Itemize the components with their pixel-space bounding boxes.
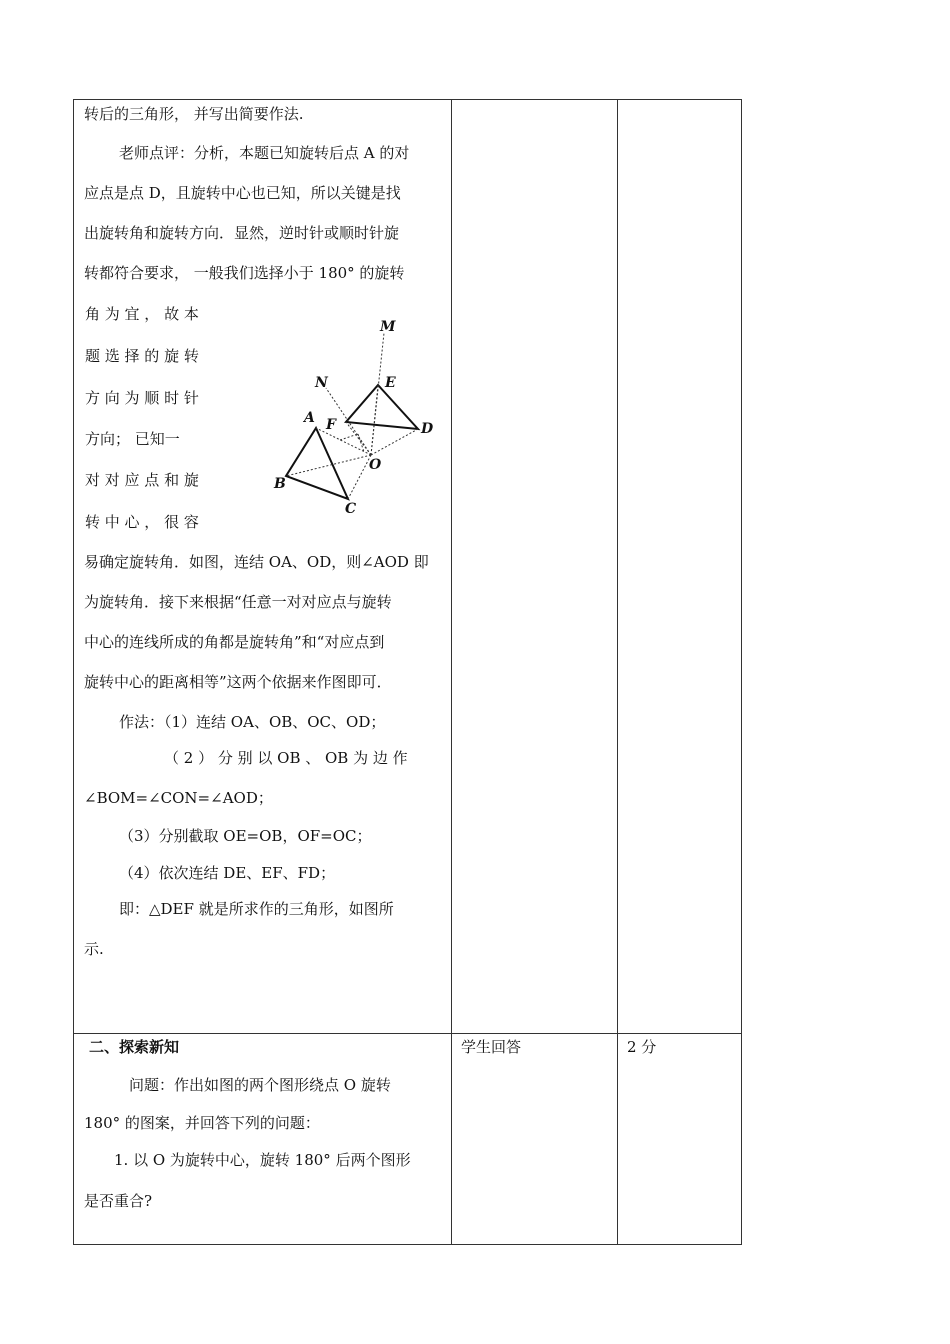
- rotation-figure: [268, 312, 453, 522]
- result-line: 示.: [84, 940, 104, 958]
- triangle-def: [346, 385, 418, 429]
- method-step: 作法：（1）连结 OA、OB、OC、OD；: [119, 713, 386, 731]
- question-line: 1. 以 O 为旋转中心，旋转 180° 后两个图形: [114, 1151, 411, 1169]
- narrow-line: 转 中 心 ， 很 容: [85, 513, 199, 531]
- lesson-table: [73, 99, 742, 1245]
- method-step: （ 2 ） 分 别 以 OB 、 OB 为 边 作: [164, 749, 408, 767]
- narrow-line: 方向； 已知一: [85, 430, 180, 448]
- label-a: A: [304, 410, 315, 426]
- narrow-line: 方 向 为 顺 时 针: [85, 389, 199, 407]
- question-line: 180° 的图案，并回答下列的问题：: [84, 1114, 320, 1132]
- label-n: N: [315, 375, 328, 391]
- row-divider: [74, 1033, 741, 1034]
- text-line: 为旋转角．接下来根据“任意一对对应点与旋转: [84, 593, 392, 611]
- label-e: E: [385, 375, 396, 391]
- time-allocation: 2 分: [627, 1038, 657, 1056]
- question-line: 是否重合?: [84, 1192, 153, 1210]
- text-line: 旋转中心的距离相等”这两个依据来作图即可．: [84, 673, 392, 691]
- comment-line: 老师点评：分析，本题已知旋转后点 A 的对: [119, 144, 410, 162]
- student-activity: 学生回答: [461, 1038, 522, 1056]
- label-c: C: [345, 501, 357, 517]
- label-b: B: [274, 476, 286, 492]
- result-line: 即：△DEF 就是所求作的三角形，如图所: [119, 900, 394, 918]
- label-m: M: [380, 319, 396, 335]
- comment-line: 转都符合要求， 一般我们选择小于 180° 的旋转: [84, 264, 405, 282]
- label-f: F: [326, 417, 336, 433]
- section-heading: 二、探索新知: [89, 1038, 180, 1056]
- narrow-line: 角 为 宜 ， 故 本: [85, 305, 199, 323]
- comment-line: 出旋转角和旋转方向．显然，逆时针或顺时针旋: [84, 224, 400, 242]
- method-step: （4）依次连结 DE、EF、FD；: [119, 864, 336, 882]
- narrow-line: 题 选 择 的 旋 转: [85, 347, 199, 365]
- text-line: 中心的连线所成的角都是旋转角”和“对应点到: [84, 633, 385, 651]
- column-divider-1: [451, 100, 452, 1244]
- method-step: ∠BOM=∠CON=∠AOD；: [84, 789, 273, 807]
- column-divider-2: [617, 100, 618, 1244]
- text-line: 转后的三角形， 并写出简要作法.: [84, 105, 304, 123]
- comment-line: 应点是点 D，且旋转中心也已知，所以关键是找: [84, 184, 401, 202]
- method-step: （3）分别截取 OE=OB，OF=OC；: [119, 827, 372, 845]
- narrow-line: 对 对 应 点 和 旋: [85, 471, 199, 489]
- label-d: D: [421, 421, 434, 437]
- label-o: O: [369, 457, 382, 473]
- question-line: 问题：作出如图的两个图形绕点 O 旋转: [129, 1076, 391, 1094]
- text-line: 易确定旋转角．如图，连结 OA、OD，则∠AOD 即: [84, 553, 429, 571]
